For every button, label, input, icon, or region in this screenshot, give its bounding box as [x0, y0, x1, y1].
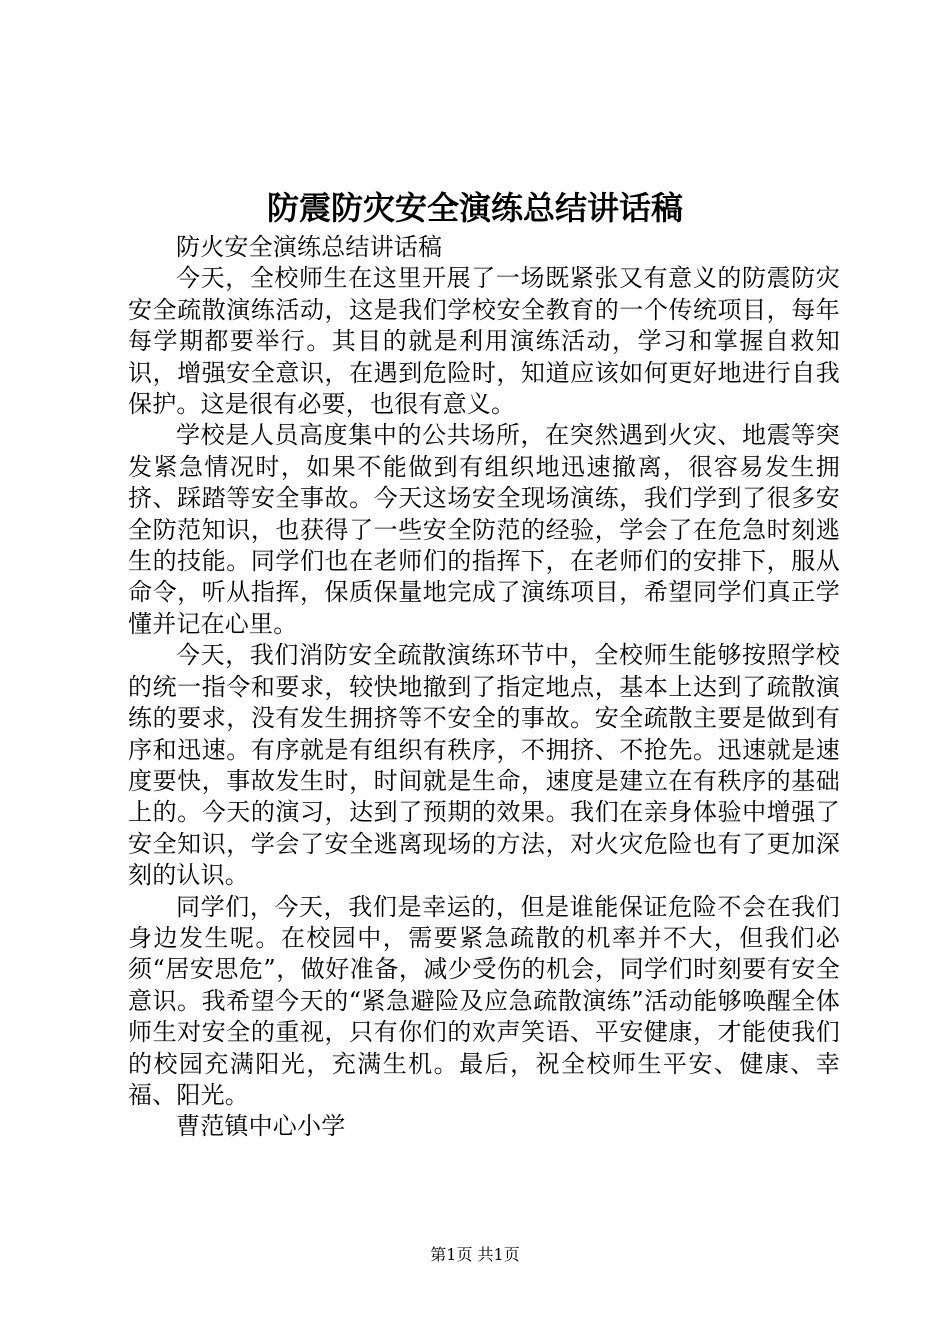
paragraph-1: 今天，全校师生在这里开展了一场既紧张又有意义的防震防灾安全疏散演练活动，这是我们学校安全教育的一个传统项目，每年每学期都要举行。其目的就是利用演练活动，学习和掌握自救知识，增强安全意识，在遇到危险时，知道应该如何更好地进行自我保护。这是很有必要，也很有意义。 — [128, 264, 840, 419]
page-footer: 第1页 共1页 — [430, 1245, 520, 1264]
document-title: 防震防灾安全演练总结讲话稿 — [266, 189, 683, 227]
paragraph-3: 今天，我们消防安全疏散演练环节中，全校师生能够按照学校的统一指令和要求，较快地撤到了指定地点，基本上达到了疏散演练的要求，没有发生拥挤等不安全的事故。安全疏散主要是做到有序和迅速。有序就是有组织有秩序，不拥挤、不抢先。迅速就是速度要快，事故发生时，时间就是生命，速度是建立在有秩序的基础上的。今天的演习，达到了预期的效果。我们在亲身体验中增强了安全知识，学会了安全逃离现场的方法，对火灾危险也有了更加深刻的认识。 — [128, 641, 840, 890]
document-body — [128, 232, 840, 1143]
signature: 曹范镇中心小学 — [176, 1112, 346, 1141]
paragraph-2: 学校是人员高度集中的公共场所，在突然遇到火灾、地震等突发紧急情况时，如果不能做到有组织地迅速撤离，很容易发生拥挤、踩踏等安全事故。今天这场安全现场演练，我们学到了很多安全防范知识，也获得了一些安全防范的经验，学会了在危急时刻逃生的技能。同学们也在老师们的指挥下，在老师们的安排下，服从命令，听从指挥，保质保量地完成了演练项目，希望同学们真正学懂并记在心里。 — [128, 421, 840, 638]
paragraph-4: 同学们，今天，我们是幸运的，但是谁能保证危险不会在我们身边发生呢。在校园中，需要紧急疏散的机率并不大，但我们必须“居安思危”，做好准备，减少受伤的机会，同学们时刻要有安全意识。我希望今天的“紧急避险及应急疏散演练”活动能够唤醒全体师生对安全的重视，只有你们的欢声笑语、平安健康，才能使我们的校园充满阳光，充满生机。最后，祝全校师生平安、健康、幸福、阳光。 — [128, 892, 840, 1109]
document-subtitle: 防火安全演练总结讲话稿 — [176, 233, 443, 261]
